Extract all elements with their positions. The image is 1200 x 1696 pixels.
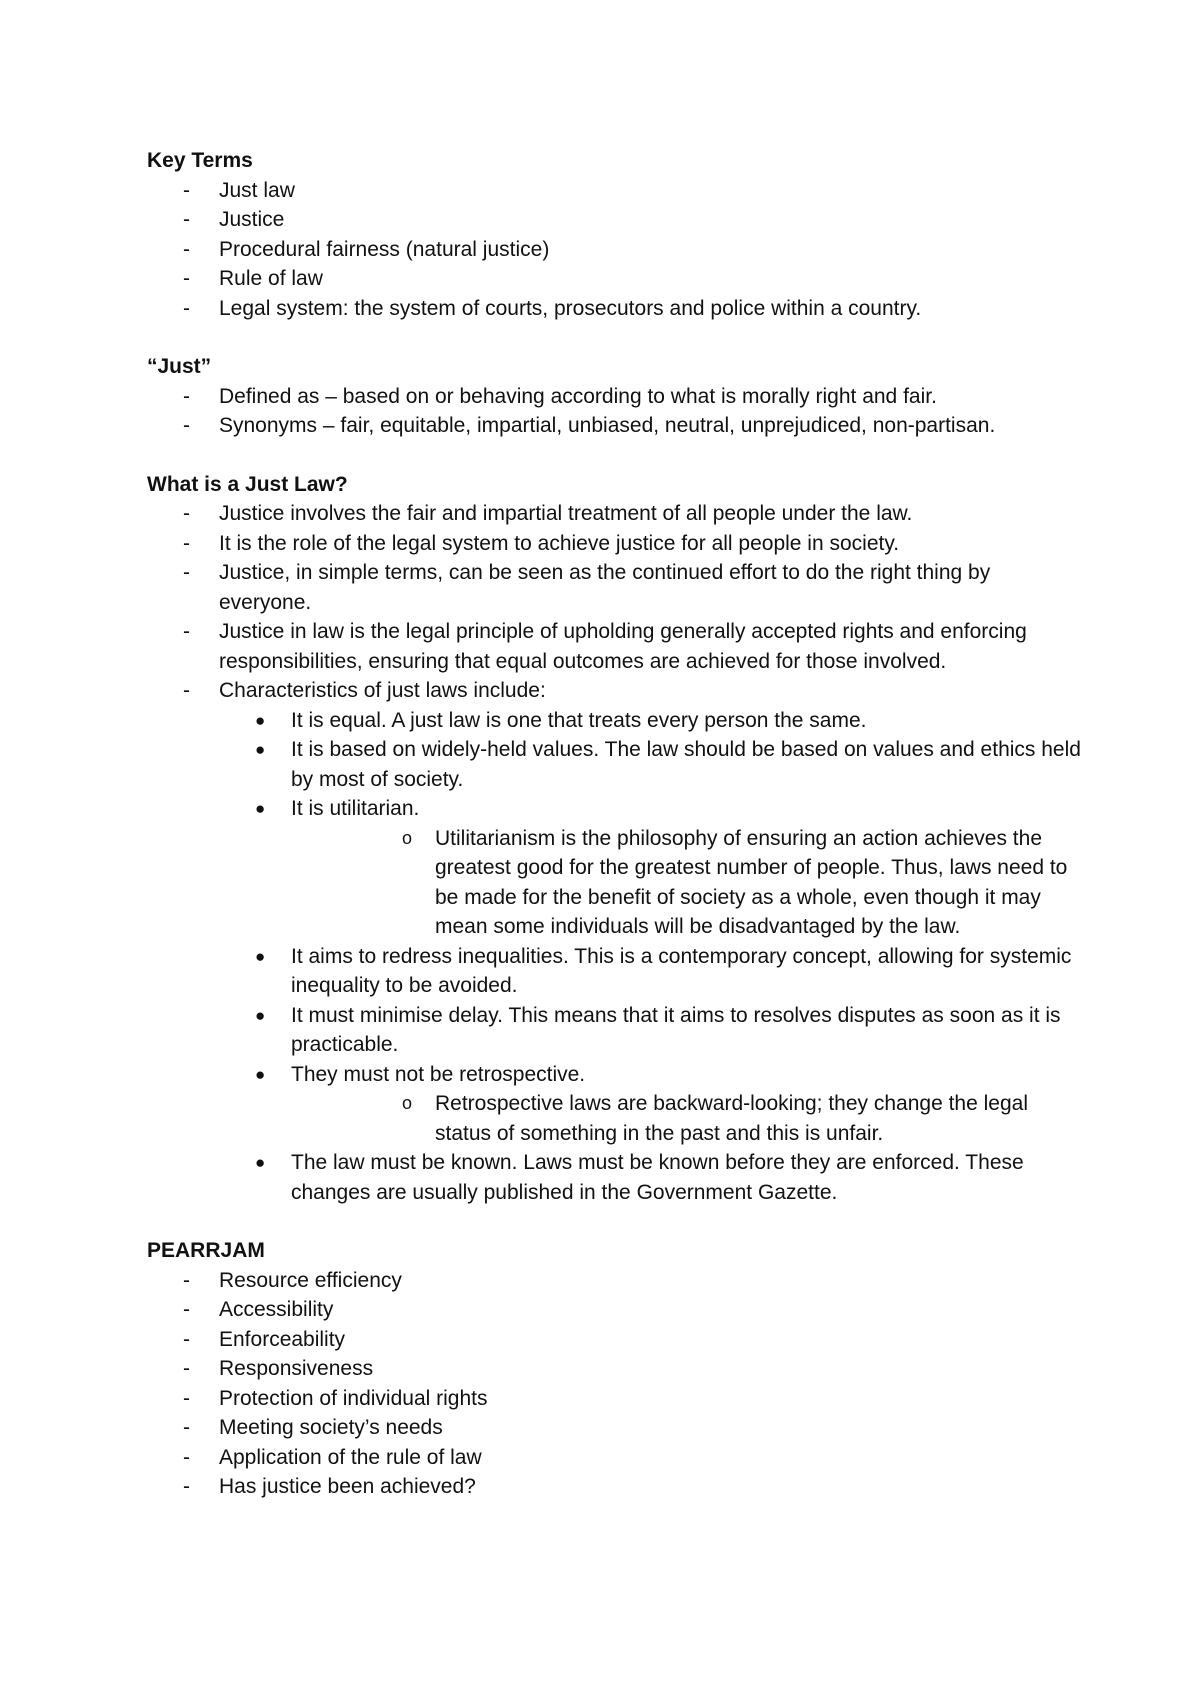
dash-marker: -: [183, 384, 190, 408]
list-item-characteristics: - Characteristics of just laws include: ● It is equal. A just law is one that treats every person the same. ● It is based on widely-held values. The law should be based on values and ethics held by most of society. ● It is utilitarian. o Utilitarianism is the philosophy of ensuring an action achieves the greatest good for the greatest number of people. Thus, laws need to be made for the benefit of society as a whole, even though it may mean some individuals will be disadvantaged by the law. ● It aims to redress inequalities. This is a contemporary concept, allowing for systemic inequality to be avoided. ● It must minimise delay. This means that it aims to resolves disputes as soon as it is practicable. ● They must not be retrospective. o Retrospective laws are backward-looking; they change the legal status of something in the past and this is unfair. ● The law must be known. Laws must be known before they are enforced. These changes are usually published in the Government Gazette.: [147, 676, 1087, 1207]
list-item: - Meeting society’s needs: [147, 1413, 1087, 1443]
key-terms-list: [147, 176, 1087, 324]
dash-marker: -: [183, 296, 190, 320]
dash-marker: -: [183, 1445, 190, 1469]
list-item: - Resource efficiency: [147, 1266, 1087, 1296]
list-item: - Application of the rule of law: [147, 1443, 1087, 1473]
bullet-marker: ●: [255, 799, 266, 818]
list-item: - Rule of law: [147, 264, 1087, 294]
list-item: - Responsiveness: [147, 1354, 1087, 1384]
characteristics-list: [219, 706, 1087, 1208]
characteristic-item: ● They must not be retrospective. o Retrospective laws are backward-looking; they change the legal status of something in the past and this is unfair.: [147, 1060, 1087, 1149]
dash-marker: -: [183, 531, 190, 555]
section-key-terms: [147, 146, 1087, 323]
characteristic-item: ● It aims to redress inequalities. This is a contemporary concept, allowing for systemic inequality to be avoided.: [147, 942, 1087, 1001]
dash-marker: -: [183, 502, 190, 525]
dash-marker: -: [183, 620, 190, 643]
list-item: - Accessibility: [147, 1295, 1087, 1325]
sub-item: o Retrospective laws are backward-looking; they change the legal status of something in the past and this is unfair.: [219, 1089, 1087, 1148]
bullet-marker: ●: [255, 946, 266, 966]
characteristic-item: ● It must minimise delay. This means that it aims to resolves disputes as soon as it is practicable.: [147, 1001, 1087, 1060]
dash-marker: -: [183, 1416, 190, 1439]
heading-just: “Just”: [147, 355, 212, 378]
dash-marker: -: [183, 561, 190, 584]
list-item: - Enforceability: [147, 1325, 1087, 1355]
just-list: [147, 382, 1087, 441]
heading-pearrjam: PEARRJAM: [147, 1239, 265, 1262]
dash-marker: -: [183, 1327, 190, 1351]
document-page: [147, 146, 1087, 1502]
dash-marker: -: [183, 679, 190, 702]
characteristic-item: ● The law must be known. Laws must be known before they are enforced. These changes are usually published in the Government Gazette.: [147, 1148, 1087, 1207]
section-just: [147, 352, 1087, 441]
dash-marker: -: [183, 414, 190, 437]
pearrjam-list: [147, 1266, 1087, 1502]
list-item: - Protection of individual rights: [147, 1384, 1087, 1414]
bullet-marker: ●: [255, 1005, 266, 1025]
heading-just-law: What is a Just Law?: [147, 472, 348, 496]
circle-marker: o: [402, 827, 413, 848]
section-pearrjam: [147, 1236, 1087, 1502]
list-item: - Justice in law is the legal principle of upholding generally accepted rights and enforcing responsibilities, ensuring that equal outcomes are achieved for those involved.: [147, 617, 1087, 676]
characteristic-item: ● It is equal. A just law is one that treats every person the same.: [147, 706, 1087, 736]
dash-marker: -: [183, 1357, 190, 1380]
just-law-list: [147, 499, 1087, 1207]
dash-marker: -: [183, 1268, 190, 1292]
dash-marker: -: [183, 267, 190, 290]
list-item: - Just law: [147, 176, 1087, 206]
heading-key-terms: Key Terms: [147, 149, 253, 172]
bullet-marker: ●: [255, 740, 266, 759]
circle-marker: o: [402, 1093, 413, 1113]
characteristic-item: ● It is utilitarian. o Utilitarianism is the philosophy of ensuring an action achieves the greatest good for the greatest number of people. Thus, laws need to be made for the benefit of society as a whole, even though it may mean some individuals will be disadvantaged by the law.: [147, 794, 1087, 942]
list-item: - Legal system: the system of courts, prosecutors and police within a country.: [147, 294, 1087, 324]
sub-item: o Utilitarianism is the philosophy of ensuring an action achieves the greatest good for the greatest number of people. Thus, laws need to be made for the benefit of society as a whole, even though it may mean some individuals will be disadvantaged by the law.: [219, 824, 1087, 942]
section-just-law: [147, 470, 1087, 1208]
dash-marker: -: [183, 1298, 190, 1321]
dash-marker: -: [183, 1475, 190, 1498]
retrospective-sublist: [291, 1089, 1087, 1148]
list-item: - It is the role of the legal system to achieve justice for all people in society.: [147, 529, 1087, 559]
bullet-marker: ●: [255, 710, 266, 730]
list-item: - Justice involves the fair and impartial treatment of all people under the law.: [147, 499, 1087, 529]
dash-marker: -: [183, 208, 190, 231]
dash-marker: -: [183, 178, 190, 202]
characteristic-item: ● It is based on widely-held values. The law should be based on values and ethics held by most of society.: [147, 735, 1087, 794]
bullet-marker: ●: [255, 1064, 266, 1084]
list-item: - Has justice been achieved?: [147, 1472, 1087, 1502]
dash-marker: -: [183, 237, 190, 261]
list-item: - Procedural fairness (natural justice): [147, 235, 1087, 265]
list-item: - Defined as – based on or behaving according to what is morally right and fair.: [147, 382, 1087, 412]
list-item: - Justice: [147, 205, 1087, 235]
utilitarian-sublist: [291, 824, 1087, 942]
dash-marker: -: [183, 1386, 190, 1410]
list-item: - Justice, in simple terms, can be seen as the continued effort to do the right thing by everyone.: [147, 558, 1087, 617]
list-item: - Synonyms – fair, equitable, impartial, unbiased, neutral, unprejudiced, non-partisan.: [147, 411, 1087, 441]
bullet-marker: ●: [255, 1153, 266, 1172]
